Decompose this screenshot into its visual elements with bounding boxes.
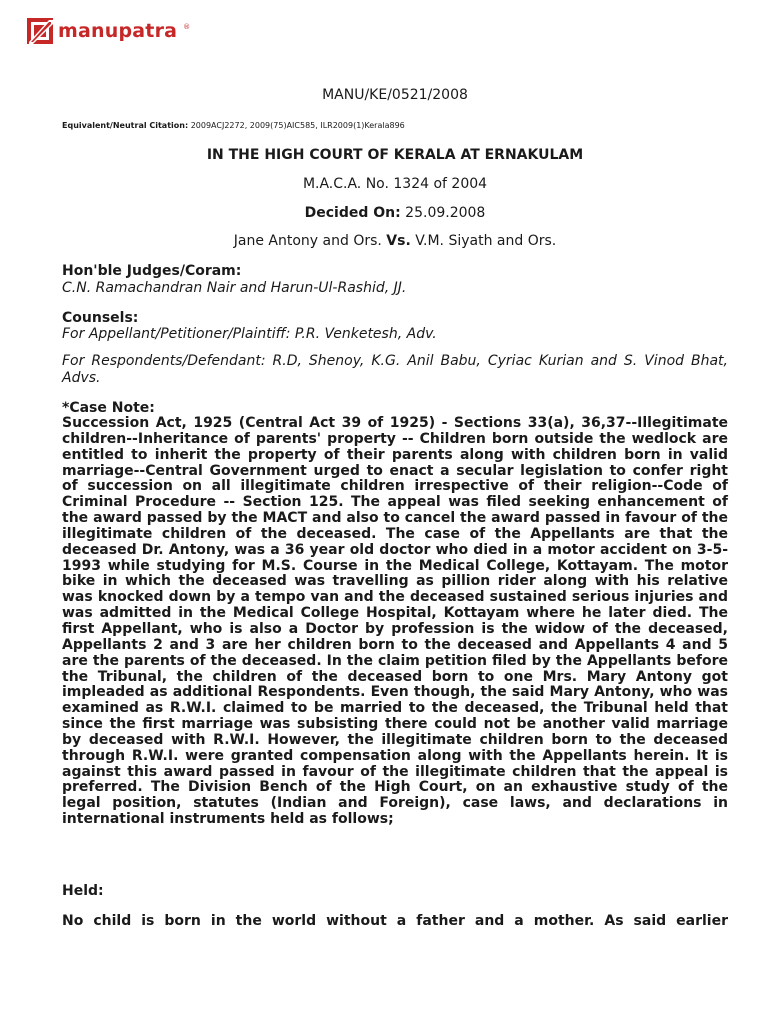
decided-on (62, 205, 728, 221)
counsel-respondent: For Respondents/Defendant: R.D, Shenoy, K.G. Anil Babu, Cyriac Kurian and S. Vinod Bhat, Advs. (62, 353, 728, 386)
case-note-body: Succession Act, 1925 (Central Act 39 of 1925) - Sections 33(a), 36,37--Illegitimate children--Inheritance of parents' property -- Children born outside the wedlock are entitled to inherit the property of their parents along with children born in valid marriage--Central Government urged to enact a secular legislation to confer right of succession on all illegitimate children irrespective of their religion--Code of Criminal Procedure -- Section 125. The appeal was filed seeking enhancement of the award passed by the MACT and also to cancel the award passed in favour of the illegitimate children of the deceased. The case of the Appellants are that the deceased Dr. Antony, was a 36 year old doctor who died in a motor accident on 3-5-1993 while studying for M.S. Course in the Medical College, Kottayam. The motor bike in which the deceased was travelling as pillion rider along with his relative was knocked down by a tempo van and the deceased sustained serious injuries and was admitted in the Medical College Hospital, Kottayam where he later died. The first Appellant, who is also a Doctor by profession is the widow of the deceased, Appellants 2 and 3 are her children born to the deceased and Appellants 4 and 5 are the parents of the deceased. In the claim petition filed by the Appellants before the Tribunal, the children of the deceased born to one Mrs. Mary Antony got impleaded as additional Respondents. Even though, the said Mary Antony, who was examined as R.W.I. claimed to be married to the deceased, the Tribunal held that since the first marriage was subsisting there could not be another valid marriage by deceased with R.W.I. However, the illegitimate children born to the deceased through R.W.I. were granted compensation along with the Appellants herein. It is against this award passed in favour of the illegitimate children that the appeal is preferred. The Division Bench of the High Court, on an exhaustive study of the legal position, statutes (Indian and Foreign), case laws, and declarations in international instruments held as follows; (62, 415, 728, 828)
held-text: No child is born in the world without a father and a mother. As said earlier (62, 913, 728, 929)
held-heading: Held: (62, 883, 104, 899)
case-number: M.A.C.A. No. 1324 of 2004 (302, 176, 488, 192)
manupatra-logo (27, 18, 190, 44)
decided-on-date: 25.09.2008 (400, 205, 486, 221)
versus-label: Vs. (386, 233, 411, 249)
equivalent-citation-value: 2009ACJ2272, 2009(75)AIC585, ILR2009(1)Kerala896 (188, 121, 405, 130)
counsel-appellant: For Appellant/Petitioner/Plaintiff: P.R. Venketesh, Adv. (62, 326, 437, 342)
counsels-heading: Counsels: (62, 310, 139, 326)
case-parties (62, 233, 728, 249)
judges-names: C.N. Ramachandran Nair and Harun-Ul-Rashid, JJ. (62, 280, 407, 296)
equivalent-citation (62, 121, 728, 130)
equivalent-citation-label: Equivalent/Neutral Citation: (62, 121, 189, 130)
respondent-party: V.M. Siyath and Ors. (410, 233, 557, 249)
judges-heading: Hon'ble Judges/Coram: (62, 263, 242, 279)
case-note-heading: *Case Note: (62, 400, 155, 416)
decided-on-label: Decided On: (304, 205, 401, 221)
brand-name: manupatra (58, 20, 178, 42)
manupatra-logo-icon (27, 18, 53, 44)
court-name: IN THE HIGH COURT OF KERALA AT ERNAKULAM (206, 147, 584, 163)
citation-number: MANU/KE/0521/2008 (322, 87, 468, 103)
brand-reg-mark: ® (183, 23, 191, 31)
appellant-party: Jane Antony and Ors. (233, 233, 387, 249)
